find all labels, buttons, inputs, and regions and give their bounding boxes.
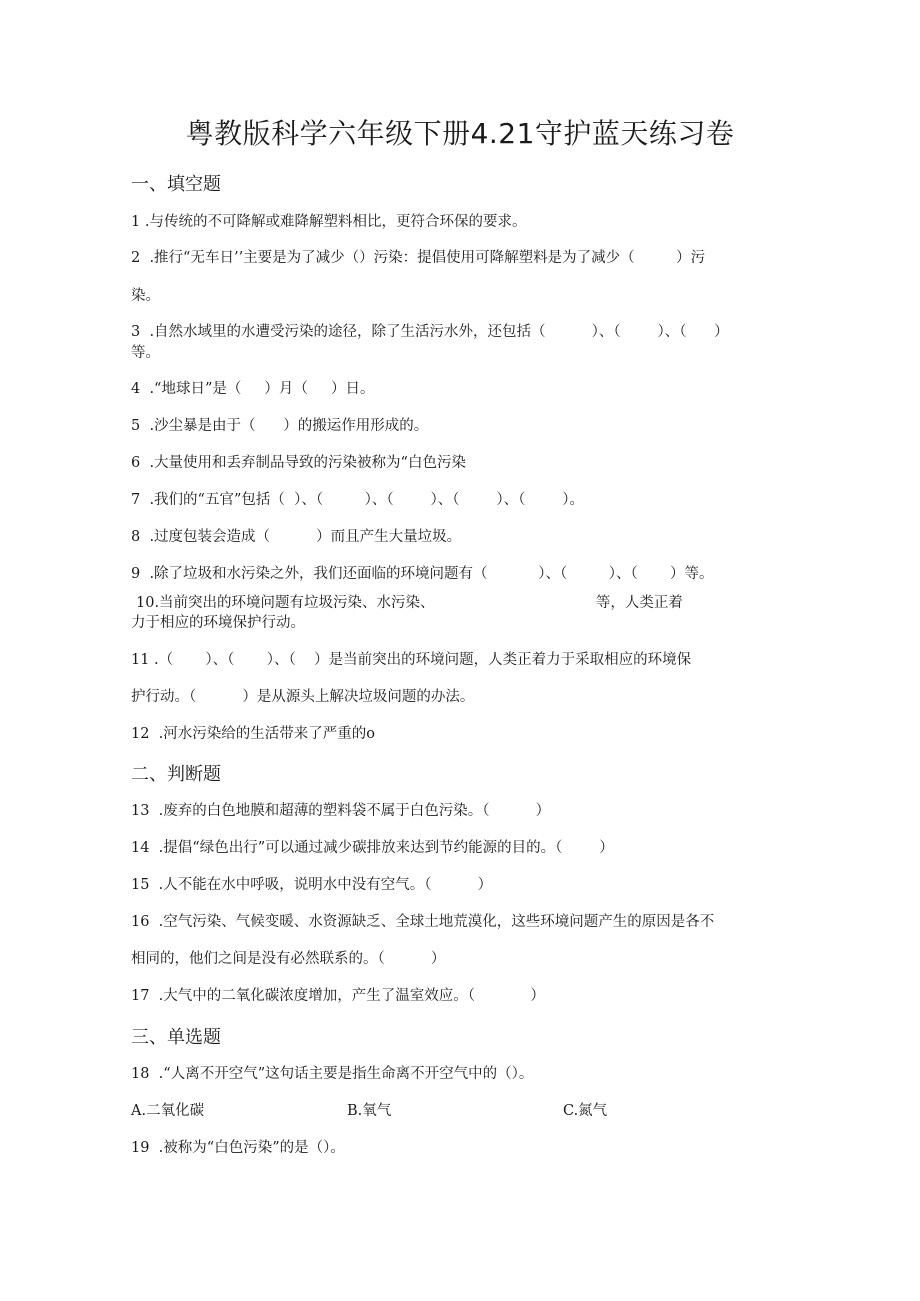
question-2: 2 .推行“无车日’’主要是为了减少（）污染：提倡使用可降解塑料是为了减少（ ）污 [131,250,706,266]
question-9: 9 .除了垃圾和水污染之外，我们还面临的环境问题有（ ）、（ ）、（ ）等。 [131,566,714,582]
question-18: 18 .“人离不开空气”这句话主要是指生命离不开空气中的（）。 [131,1066,534,1082]
question-17: 17 .大气中的二氧化碳浓度增加，产生了温室效应。（ ） [131,988,545,1004]
question-15: 15 .人不能在水中呼吸，说明水中没有空气。（ ） [131,877,493,893]
question-10: 10.当前突出的环境问题有垃圾污染、水污染、 等，人类正着 [136,595,683,611]
question-18-option-a: A.二氧化碳 [131,1103,205,1119]
question-13: 13 .废弃的白色地膜和超薄的塑料袋不属于白色污染。（ ） [131,803,551,819]
question-11-continued: 护行动。（ ）是从源头上解决垃圾问题的办法。 [131,689,475,705]
question-7: 7 .我们的“五官”包括（ ）、（ ）、（ ）、（ ）、（ ）。 [131,492,584,508]
question-3: 3 .自然水域里的水遭受污染的途径，除了生活污水外，还包括（ ）、（ ）、（ ） [131,324,729,340]
question-4: 4 .“地球日”是（ ）月（ ）日。 [131,381,375,397]
question-14: 14 .提倡“绿色出行”可以通过减少碳排放来达到节约能源的目的。（ ） [131,840,614,856]
question-10-continued: 力于相应的环境保护行动。 [131,615,305,631]
question-16-continued: 相同的，他们之间是没有必然联系的。（ ） [131,951,446,967]
section-heading-single-choice: 三、单选题 [131,1027,221,1048]
question-18-option-b: B.氧气 [347,1103,392,1119]
question-11: 11 .（ ）、（ ）、（ ）是当前突出的环境问题，人类正着力于采取相应的环境保 [131,652,692,668]
question-2-continued: 染。 [131,288,160,304]
question-6: 6 .大量使用和丢弃制品导致的污染被称为“白色污染 [131,455,466,471]
question-16: 16 .空气污染、气候变暖、水资源缺乏、全球土地荒漠化，这些环境问题产生的原因是各不 [131,914,715,930]
section-heading-fill-in: 一、填空题 [131,174,221,195]
question-5: 5 .沙尘暴是由于（ ）的搬运作用形成的。 [131,418,429,434]
question-3-continued: 等。 [131,345,160,361]
question-19: 19 .被称为“白色污染”的是（）。 [131,1140,345,1156]
section-heading-true-false: 二、判断题 [131,764,221,785]
question-8: 8 .过度包装会造成（ ）而且产生大量垃圾。 [131,529,462,545]
question-1: 1 .与传统的不可降解或难降解塑料相比，更符合环保的要求。 [131,214,527,230]
question-18-option-c: C.氮气 [563,1103,608,1119]
page-title: 粤教版科学六年级下册4.21守护蓝天练习卷 [185,117,735,150]
question-12: 12 .河水污染给的生活带来了严重的o [131,726,376,742]
